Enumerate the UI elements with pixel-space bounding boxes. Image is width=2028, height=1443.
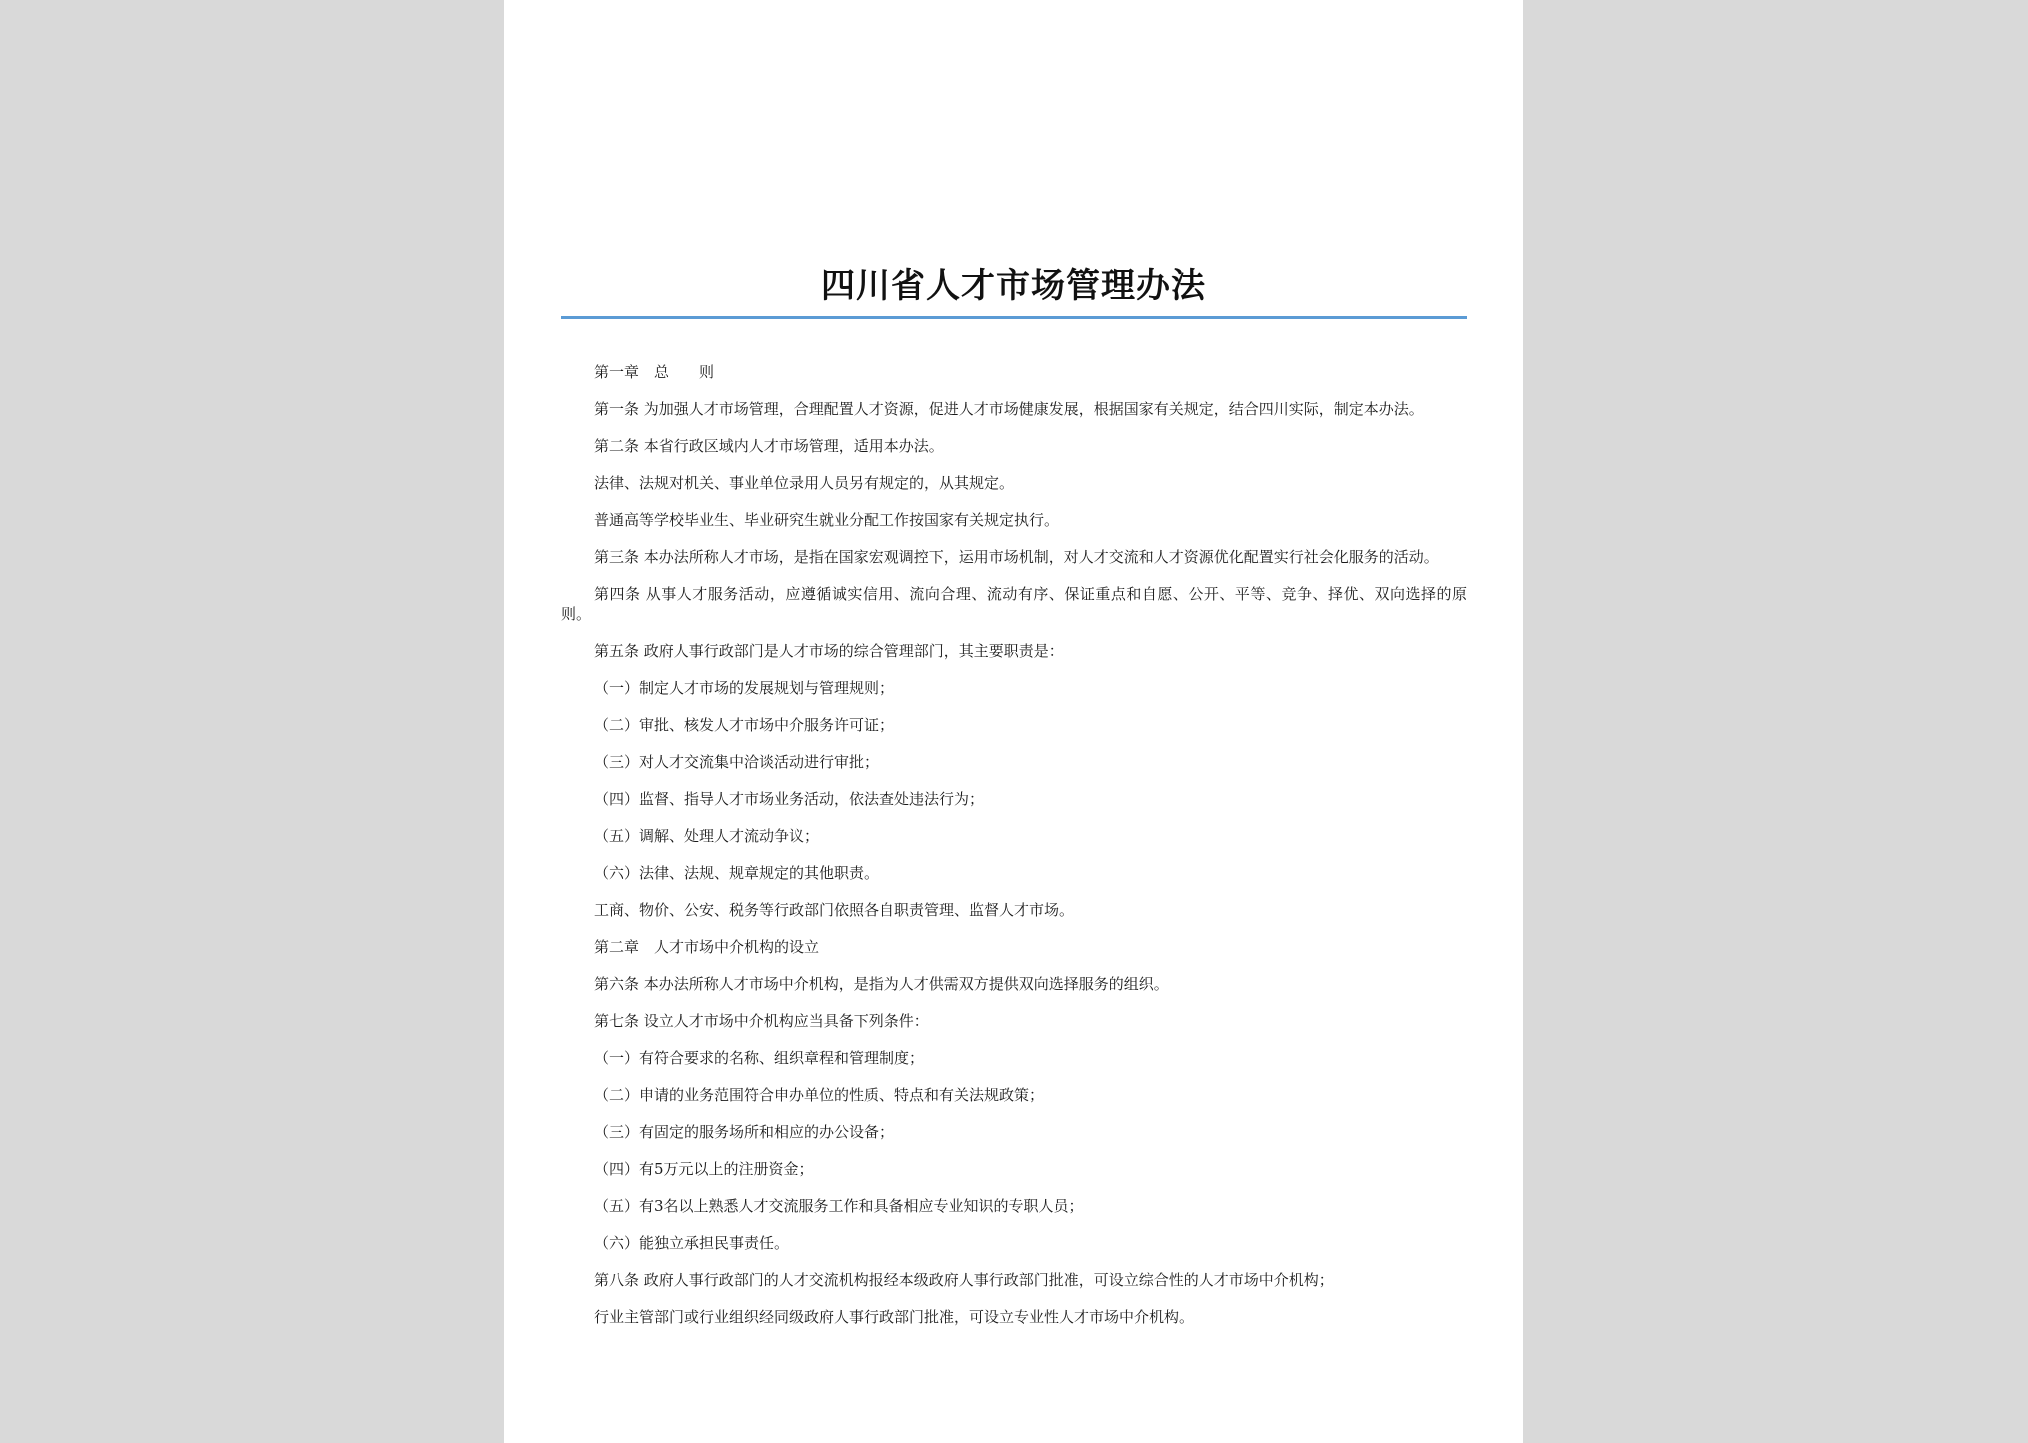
document-page: [504, 0, 1523, 1443]
document-title: 四川省人才市场管理办法: [821, 266, 1206, 306]
chapter-heading: 第二章 人才市场中介机构的设立: [594, 938, 820, 956]
document-body: [561, 362, 1467, 1344]
article-paragraph: 工商、物价、公安、税务等行政部门依照各自职责管理、监督人才市场。: [594, 901, 1075, 919]
article-paragraph: 第二条 本省行政区域内人才市场管理，适用本办法。: [594, 437, 944, 455]
chapter-heading: 第一章 总 则: [594, 363, 715, 381]
list-item: （三）有固定的服务场所和相应的办公设备；: [594, 1123, 895, 1141]
list-item: （一）有符合要求的名称、组织章程和管理制度；: [594, 1049, 925, 1067]
article-paragraph: 第一条 为加强人才市场管理，合理配置人才资源，促进人才市场健康发展，根据国家有关规定，结合四川实际，制定本办法。: [594, 400, 1424, 418]
article-paragraph: 第三条 本办法所称人才市场，是指在国家宏观调控下，运用市场机制，对人才交流和人才资源优化配置实行社会化服务的活动。: [594, 548, 1439, 566]
list-item: （四）有5万元以上的注册资金；: [594, 1160, 814, 1178]
article-paragraph: 法律、法规对机关、事业单位录用人员另有规定的，从其规定。: [594, 474, 1015, 492]
article-paragraph: 第四条 从事人才服务活动，应遵循诚实信用、流向合理、流动有序、保证重点和自愿、公开、平等、竞争、择优、双向选择的原则。: [561, 585, 1467, 623]
list-item: （一）制定人才市场的发展规划与管理规则；: [594, 679, 895, 697]
article-paragraph: 第六条 本办法所称人才市场中介机构，是指为人才供需双方提供双向选择服务的组织。: [594, 975, 1169, 993]
article-paragraph: 普通高等学校毕业生、毕业研究生就业分配工作按国家有关规定执行。: [594, 511, 1060, 529]
list-item: （六）法律、法规、规章规定的其他职责。: [594, 864, 880, 882]
article-paragraph: 第七条 设立人才市场中介机构应当具备下列条件：: [594, 1012, 929, 1030]
list-item: （二）审批、核发人才市场中介服务许可证；: [594, 716, 895, 734]
list-item: （五）调解、处理人才流动争议；: [594, 827, 820, 845]
list-item: （二）申请的业务范围符合申办单位的性质、特点和有关法规政策；: [594, 1086, 1045, 1104]
list-item: （六）能独立承担民事责任。: [594, 1234, 790, 1252]
list-item: （五）有3名以上熟悉人才交流服务工作和具备相应专业知识的专职人员；: [594, 1197, 1084, 1215]
article-paragraph: 第五条 政府人事行政部门是人才市场的综合管理部门，其主要职责是：: [594, 642, 1064, 660]
list-item: （三）对人才交流集中洽谈活动进行审批；: [594, 753, 880, 771]
list-item: （四）监督、指导人才市场业务活动，依法查处违法行为；: [594, 790, 985, 808]
title-divider: [561, 316, 1467, 319]
article-paragraph: 行业主管部门或行业组织经同级政府人事行政部门批准，可设立专业性人才市场中介机构。: [594, 1308, 1195, 1326]
article-paragraph: 第八条 政府人事行政部门的人才交流机构报经本级政府人事行政部门批准，可设立综合性的人才市场中介机构；: [594, 1271, 1334, 1289]
